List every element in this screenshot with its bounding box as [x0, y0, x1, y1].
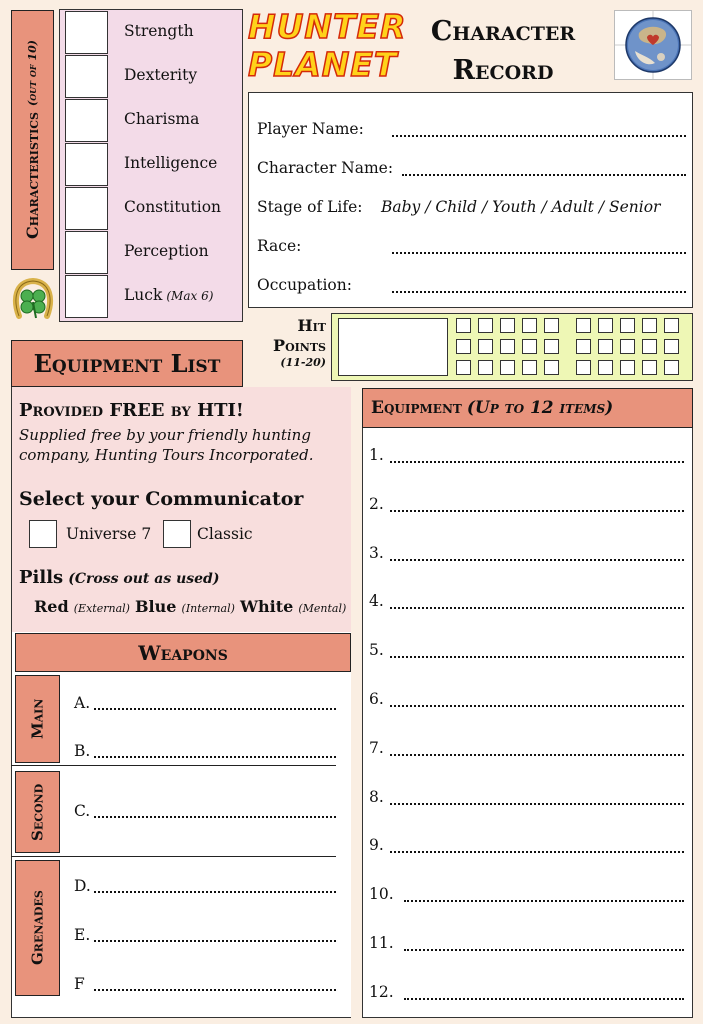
- universe-7-label: Universe 7: [66, 525, 152, 543]
- characteristic-score-box[interactable]: [65, 55, 108, 98]
- equipment-item-field[interactable]: [404, 994, 684, 1000]
- hit-points-line-2: Points: [273, 336, 326, 355]
- characteristic-score-box[interactable]: [65, 231, 108, 274]
- characteristics-note: (out of 10): [26, 40, 39, 107]
- hit-point-box[interactable]: [478, 339, 493, 354]
- equipment-item-number: 8.: [369, 787, 384, 806]
- character-name-field[interactable]: [402, 170, 686, 176]
- hit-point-box[interactable]: [620, 339, 635, 354]
- equipment-item-field[interactable]: [390, 799, 684, 805]
- character-name-label: Character Name:: [257, 159, 394, 177]
- characteristic-name: Charisma: [124, 110, 200, 128]
- weapon-slot-field[interactable]: [94, 752, 336, 758]
- equipment-header: [362, 388, 693, 428]
- hit-point-box[interactable]: [478, 360, 493, 375]
- equipment-item-number: 3.: [369, 543, 384, 562]
- characteristic-score-box[interactable]: [65, 275, 108, 318]
- equipment-title: Equipment: [371, 398, 462, 418]
- weapon-slot-field[interactable]: [94, 985, 336, 991]
- hit-point-box[interactable]: [598, 318, 613, 333]
- equipment-item-field[interactable]: [390, 457, 684, 463]
- hit-point-box[interactable]: [456, 318, 471, 333]
- characteristic-score-box[interactable]: [65, 11, 108, 54]
- characteristics-title-tab: [11, 10, 54, 270]
- characteristic-score-box[interactable]: [65, 99, 108, 142]
- hit-points-label: [250, 316, 326, 370]
- equipment-item-field[interactable]: [390, 555, 684, 561]
- hit-point-box[interactable]: [478, 318, 493, 333]
- pills-title: Pills: [19, 567, 64, 588]
- sheet-title: [402, 12, 604, 90]
- weapons-main-tab: [15, 675, 60, 763]
- equipment-item-field[interactable]: [390, 701, 684, 707]
- hit-point-box[interactable]: [664, 339, 679, 354]
- hit-point-box[interactable]: [576, 339, 591, 354]
- red-pill-note: (External): [73, 602, 130, 615]
- equipment-item-number: 7.: [369, 738, 384, 757]
- weapon-slot-field[interactable]: [94, 936, 336, 942]
- occupation-label: Occupation:: [257, 276, 352, 294]
- universe-7-checkbox[interactable]: [29, 520, 57, 548]
- characteristic-label: [124, 154, 217, 172]
- blue-pill-note: (Internal): [181, 602, 235, 615]
- hit-point-box[interactable]: [664, 318, 679, 333]
- hit-point-box[interactable]: [620, 318, 635, 333]
- weapon-slot-label: E.: [74, 926, 91, 944]
- weapon-slot-label: D.: [74, 877, 91, 895]
- hit-point-box[interactable]: [598, 339, 613, 354]
- weapons-header: [15, 633, 351, 672]
- hit-point-box[interactable]: [522, 318, 537, 333]
- equipment-item-field[interactable]: [404, 896, 684, 902]
- hit-point-box[interactable]: [522, 360, 537, 375]
- pills-list: [34, 597, 346, 616]
- weapons-main-label: Main: [28, 698, 47, 740]
- hit-point-box[interactable]: [642, 318, 657, 333]
- blue-pill[interactable]: Blue: [135, 597, 177, 616]
- characteristic-label: [124, 242, 209, 260]
- hit-point-box[interactable]: [544, 318, 559, 333]
- weapon-slot-field[interactable]: [94, 704, 336, 710]
- occupation-field[interactable]: [392, 287, 686, 293]
- classic-checkbox[interactable]: [163, 520, 191, 548]
- equipment-item-number: 5.: [369, 641, 384, 660]
- weapon-slot-label: C.: [74, 802, 91, 820]
- weapons-panel: [11, 632, 351, 1018]
- equipment-item-field[interactable]: [390, 652, 684, 658]
- characteristic-label: [124, 22, 194, 40]
- weapon-slot-field[interactable]: [94, 812, 336, 818]
- equipment-item-number: 6.: [369, 690, 384, 708]
- equipment-item-number: 9.: [369, 836, 384, 855]
- weapon-slot-field[interactable]: [94, 887, 336, 893]
- characteristic-name: Constitution: [124, 198, 222, 216]
- equipment-item-number: 11.: [369, 934, 394, 952]
- weapons-grenades-tab: [15, 860, 60, 996]
- pills-heading: [19, 567, 219, 588]
- equipment-item-number: 1.: [369, 446, 384, 464]
- characteristic-name: Luck: [124, 286, 163, 304]
- hit-points-total-box[interactable]: [338, 318, 448, 376]
- characteristic-name: Perception: [124, 242, 209, 260]
- hit-points-range: (11-20): [280, 356, 326, 369]
- classic-label: Classic: [197, 525, 253, 543]
- equipment-item-number: 4.: [369, 592, 384, 611]
- characteristic-label: [124, 198, 221, 216]
- characteristic-score-box[interactable]: [65, 143, 108, 186]
- hit-point-box[interactable]: [544, 339, 559, 354]
- equipment-list-title: Equipment List: [33, 349, 221, 378]
- equipment-list-header: [11, 340, 243, 387]
- player-name-field[interactable]: [392, 131, 686, 137]
- weapons-second-label: Second: [28, 783, 47, 841]
- hit-point-box[interactable]: [576, 360, 591, 375]
- weapon-slot-label: A.: [74, 694, 91, 712]
- hit-point-box[interactable]: [620, 360, 635, 375]
- equipment-item-field[interactable]: [390, 603, 684, 609]
- race-label: Race:: [257, 237, 302, 255]
- equipment-item-number: 2.: [369, 494, 384, 513]
- hunter-planet-logo: [248, 7, 407, 88]
- equipment-item-field[interactable]: [390, 750, 684, 756]
- player-name-label: Player Name:: [257, 120, 364, 138]
- hit-point-box[interactable]: [598, 360, 613, 375]
- red-pill[interactable]: Red: [34, 597, 69, 616]
- provided-subtitle: Supplied free by your friendly hunting company, Hunting Tours Incorporated.: [19, 426, 314, 464]
- pills-note: (Cross out as used): [68, 571, 220, 587]
- characteristics-title: Characteristics: [23, 112, 42, 240]
- weapons-second-tab: [15, 771, 60, 853]
- characteristic-label: [124, 110, 199, 128]
- weapon-slot-label: F: [74, 975, 85, 993]
- logo-line-2: PLANET: [248, 45, 398, 84]
- equipment-item-field[interactable]: [390, 506, 684, 512]
- planet-globe-icon: [614, 10, 692, 80]
- communicator-title: Select your Communicator: [19, 488, 304, 510]
- stage-of-life-options[interactable]: Baby / Child / Youth / Adult / Senior: [381, 198, 661, 216]
- stage-of-life-label: Stage of Life:: [257, 198, 363, 216]
- weapons-title: Weapons: [138, 640, 228, 665]
- horseshoe-clover-icon: [12, 276, 54, 322]
- hit-point-box[interactable]: [642, 360, 657, 375]
- weapon-slot-label: B.: [74, 742, 91, 760]
- equipment-note: (Up to 12 items): [466, 398, 614, 418]
- hit-points-line-1: Hit: [297, 316, 326, 335]
- characteristic-note: (Max 6): [166, 289, 214, 303]
- hit-point-box[interactable]: [576, 318, 591, 333]
- hit-point-box[interactable]: [522, 339, 537, 354]
- sheet-title-line-2: Record: [452, 55, 554, 86]
- hit-point-box[interactable]: [544, 360, 559, 375]
- provided-title: Provided FREE by HTI!: [19, 400, 244, 421]
- hit-point-box[interactable]: [500, 360, 515, 375]
- characteristic-name: Strength: [124, 22, 194, 40]
- characteristic-name: Dexterity: [124, 66, 198, 84]
- equipment-item-field[interactable]: [404, 945, 684, 951]
- hit-point-box[interactable]: [642, 339, 657, 354]
- equipment-item-field[interactable]: [390, 847, 684, 853]
- characteristic-label: [124, 286, 213, 304]
- hit-point-box[interactable]: [456, 339, 471, 354]
- characteristic-name: Intelligence: [124, 154, 218, 172]
- hit-point-box[interactable]: [500, 339, 515, 354]
- characteristic-label: [124, 66, 197, 84]
- weapons-divider-2: [11, 856, 336, 857]
- sheet-title-line-1: Character: [430, 16, 576, 47]
- hit-point-box[interactable]: [456, 360, 471, 375]
- logo-line-1: HUNTER: [248, 7, 407, 46]
- hit-point-box[interactable]: [500, 318, 515, 333]
- white-pill[interactable]: White: [240, 597, 294, 616]
- weapons-divider-1: [11, 765, 336, 766]
- equipment-item-number: 12.: [369, 982, 394, 1001]
- equipment-item-number: 10.: [369, 885, 394, 904]
- weapons-grenades-label: Grenades: [28, 890, 47, 966]
- hit-point-box[interactable]: [664, 360, 679, 375]
- characteristic-score-box[interactable]: [65, 187, 108, 230]
- white-pill-note: (Mental): [298, 602, 347, 615]
- race-field[interactable]: [392, 248, 686, 254]
